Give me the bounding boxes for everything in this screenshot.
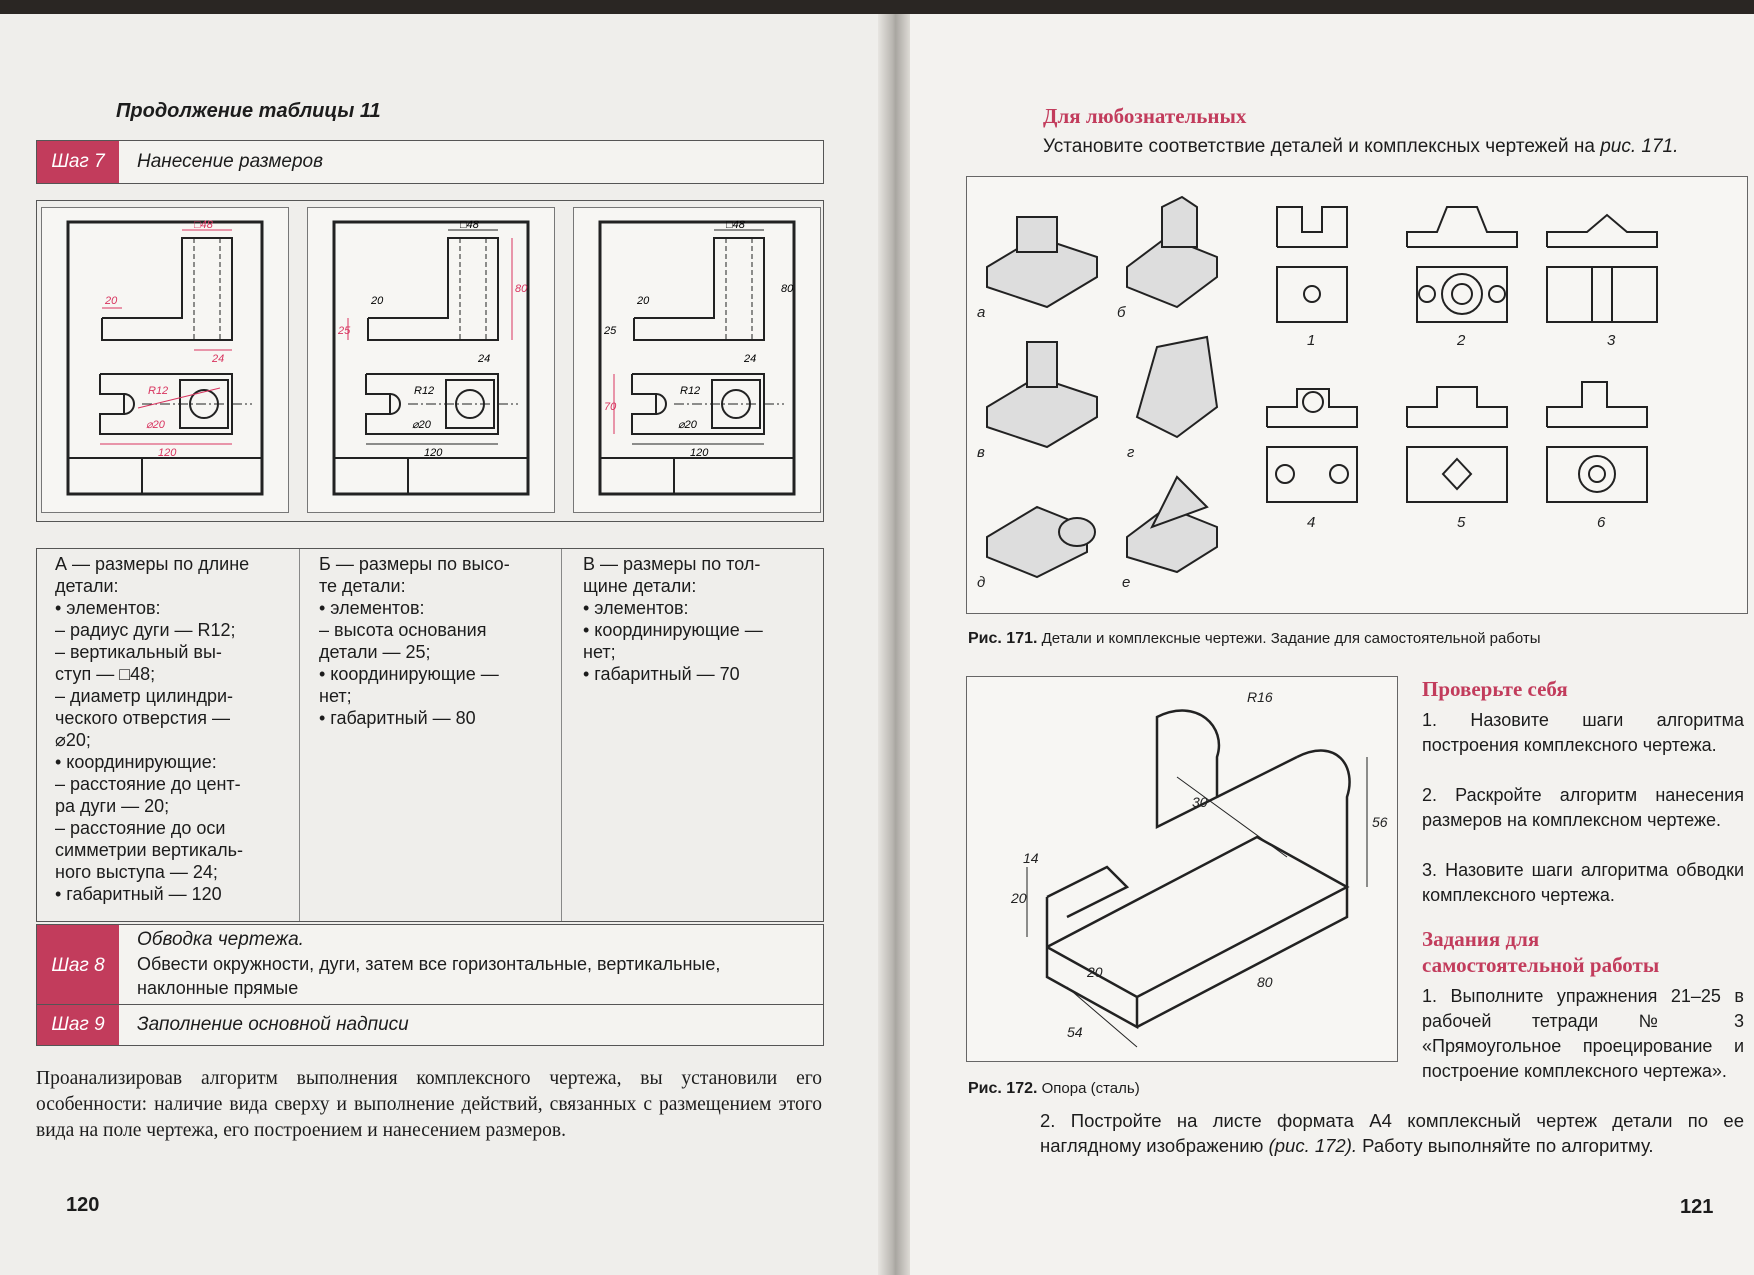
dim-square-48: □48 (726, 219, 745, 231)
column-line: Б — размеры по высо- (319, 554, 510, 574)
fig171-label-v: в (977, 444, 985, 461)
column-line: • элементов: (319, 598, 425, 618)
fig171-label-b: б (1117, 304, 1126, 321)
figure-171-caption-text: Детали и комплексные чертежи. Задание для самостоятельной работы (1037, 630, 1541, 647)
step8-tag: Шаг 8 (37, 925, 119, 1007)
check-heading: Проверьте себя (1422, 677, 1568, 701)
figure-172 (966, 676, 1398, 1062)
dim-r12: R12 (414, 385, 435, 397)
page-number-left: 120 (66, 1194, 100, 1216)
check-item-3: 3. Назовите шаги алгоритма обводки комплексного чертежа. (1422, 860, 1744, 905)
dim-120: 120 (158, 447, 177, 459)
column-line: ного выступа — 24; (55, 862, 218, 882)
figure-172-caption-text: Опора (сталь) (1037, 1080, 1140, 1097)
drawing-b-svg (308, 208, 554, 512)
column-line: ⌀20; (55, 730, 91, 750)
column-line: • габаритный — 80 (319, 708, 476, 728)
column-line: В — размеры по тол- (583, 554, 761, 574)
column-line: ступ — □48; (55, 664, 156, 684)
fig171-label-e: е (1122, 574, 1131, 591)
dim-120: 120 (690, 447, 709, 459)
column-line: – радиус дуги — R12; (55, 620, 236, 640)
fig172-dim-56: 56 (1372, 814, 1388, 830)
column-divider (299, 549, 300, 921)
column-line: • координирующие — (319, 664, 499, 684)
drawing-a (41, 207, 289, 513)
column-line: – высота основания (319, 620, 487, 640)
fig171-label-d: д (977, 574, 986, 591)
dim-d20: ⌀20 (412, 419, 431, 431)
column-line: • элементов: (55, 598, 161, 618)
drawing-b (307, 207, 555, 513)
fig171-label-a: а (977, 304, 986, 321)
fig172-dim-80: 80 (1257, 974, 1273, 990)
curious-task (1043, 136, 1678, 158)
step9-title: Заполнение основной надписи (137, 1014, 409, 1035)
fig171-label-g: г (1127, 444, 1135, 461)
column-line: детали: (55, 576, 119, 596)
figure-172-caption (968, 1080, 1140, 1098)
fig172-dim-20: 20 (1011, 890, 1027, 906)
fig171-num-4: 4 (1307, 514, 1316, 531)
dim-25: 25 (338, 325, 351, 337)
dim-square-48: □48 (194, 219, 213, 231)
figure-171-caption-num: Рис. 171. (968, 630, 1038, 647)
fig172-dim-14: 14 (1023, 850, 1039, 866)
conclusion-paragraph: Проанализировав алгоритм выполнения комплексного чертежа, вы установили его особенности: наличие вида сверху и выполнение действий, связанных с размещением этого вида на поле чертежа, его построением и нанесением размеров. (36, 1068, 822, 1141)
dimension-drawings (36, 200, 824, 522)
column-line: – расстояние до цент- (55, 774, 241, 794)
step8-line1: Обводка чертежа. (137, 929, 304, 950)
figure-171-caption (968, 630, 1541, 648)
column-line: симметрии вертикаль- (55, 840, 244, 860)
dim-d20: ⌀20 (678, 419, 697, 431)
dim-square-48: □48 (460, 219, 479, 231)
fig171-num-3: 3 (1607, 332, 1616, 349)
curious-heading: Для любознательных (1043, 104, 1247, 128)
step7-tag: Шаг 7 (37, 141, 119, 183)
step9-row (36, 1004, 824, 1046)
column-line: нет; (319, 686, 352, 706)
dim-d20: ⌀20 (146, 419, 165, 431)
column-line: • элементов: (583, 598, 689, 618)
curious-task-ref: рис. 171. (1600, 136, 1679, 157)
column-line: – вертикальный вы- (55, 642, 222, 662)
step9-tag: Шаг 9 (37, 1005, 119, 1045)
dim-r12: R12 (148, 385, 169, 397)
table-continuation-title: Продолжение таблицы 11 (116, 100, 381, 122)
dim-24: 24 (744, 353, 757, 365)
fig171-num-2: 2 (1457, 332, 1466, 349)
dim-120: 120 (424, 447, 443, 459)
dim-70: 70 (604, 401, 617, 413)
dim-80: 80 (781, 283, 794, 295)
page-number-right: 121 (1680, 1196, 1714, 1218)
column-a (55, 553, 291, 905)
step8-row (36, 924, 824, 1008)
fig172-dim-20b: 20 (1087, 964, 1103, 980)
column-line: • координирующие: (55, 752, 217, 772)
dim-24: 24 (212, 353, 225, 365)
column-line: ра дуги — 20; (55, 796, 170, 816)
tasks-heading-line1: Задания для (1422, 927, 1540, 951)
book-gutter (878, 14, 910, 1275)
tasks-heading-line2: самостоятельной работы (1422, 953, 1660, 977)
dim-25: 25 (604, 325, 617, 337)
step7-title: Нанесение размеров (137, 151, 324, 172)
drawing-a-svg (42, 208, 288, 512)
column-line: нет; (583, 642, 616, 662)
column-line: ческого отверстия — (55, 708, 230, 728)
check-item-2: 2. Раскройте алгоритм нанесения размеров на комплексном чертеже. (1422, 785, 1744, 830)
dim-20: 20 (637, 295, 650, 307)
column-line: А — размеры по длине (55, 554, 250, 574)
figure-171 (966, 176, 1748, 614)
column-line: • габаритный — 70 (583, 664, 740, 684)
task-1: 1. Выполните упражнения 21–25 в рабочей тетради № 3 «Прямоугольное проецирование и построение комплексного чертежа». (1422, 986, 1744, 1081)
column-line: • габаритный — 120 (55, 884, 222, 904)
column-line: щине детали: (583, 576, 697, 596)
drawing-c-svg (574, 208, 820, 512)
dim-20: 20 (371, 295, 384, 307)
dim-r12: R12 (680, 385, 701, 397)
dim-24: 24 (478, 353, 491, 365)
column-line: – расстояние до оси (55, 818, 226, 838)
curious-task-text: Установите соответствие деталей и комплексных чертежей на (1043, 136, 1601, 157)
fig171-num-6: 6 (1597, 514, 1606, 531)
step7-row (36, 140, 824, 184)
dim-20: 20 (105, 295, 118, 307)
dimension-descriptions (36, 548, 824, 922)
column-divider (561, 549, 562, 921)
column-line: детали — 25; (319, 642, 431, 662)
figure-172-caption-num: Рис. 172. (968, 1080, 1038, 1097)
step8-line2: Обвести окружности, дуги, затем все горизонтальные, вертикальные, (137, 954, 721, 974)
step8-line3: наклонные прямые (137, 978, 299, 998)
fig171-num-5: 5 (1457, 514, 1466, 531)
dim-80: 80 (515, 283, 528, 295)
task-2-ref: (рис. 172). (1268, 1135, 1358, 1156)
fig172-dim-30: 30 (1192, 794, 1208, 810)
column-c (583, 553, 819, 685)
column-line: те детали: (319, 576, 406, 596)
task-2-text: 2. Постройте на листе формата А4 комплексный чертеж детали по ее наглядному изображению (1040, 1110, 1744, 1156)
task-2-tail: Работу выполняйте по алгоритму. (1357, 1135, 1654, 1156)
figure-172-svg (967, 677, 1397, 1061)
figure-171-svg (967, 177, 1747, 613)
fig172-dim-r16: R16 (1247, 689, 1273, 705)
column-line: – диаметр цилиндри- (55, 686, 234, 706)
fig172-dim-54: 54 (1067, 1024, 1083, 1040)
drawing-c (573, 207, 821, 513)
fig171-num-1: 1 (1307, 332, 1316, 349)
column-b (319, 553, 555, 729)
column-line: • координирующие — (583, 620, 763, 640)
task-2 (1040, 1108, 1744, 1158)
check-item-1: 1. Назовите шаги алгоритма построения комплексного чертежа. (1422, 710, 1744, 755)
